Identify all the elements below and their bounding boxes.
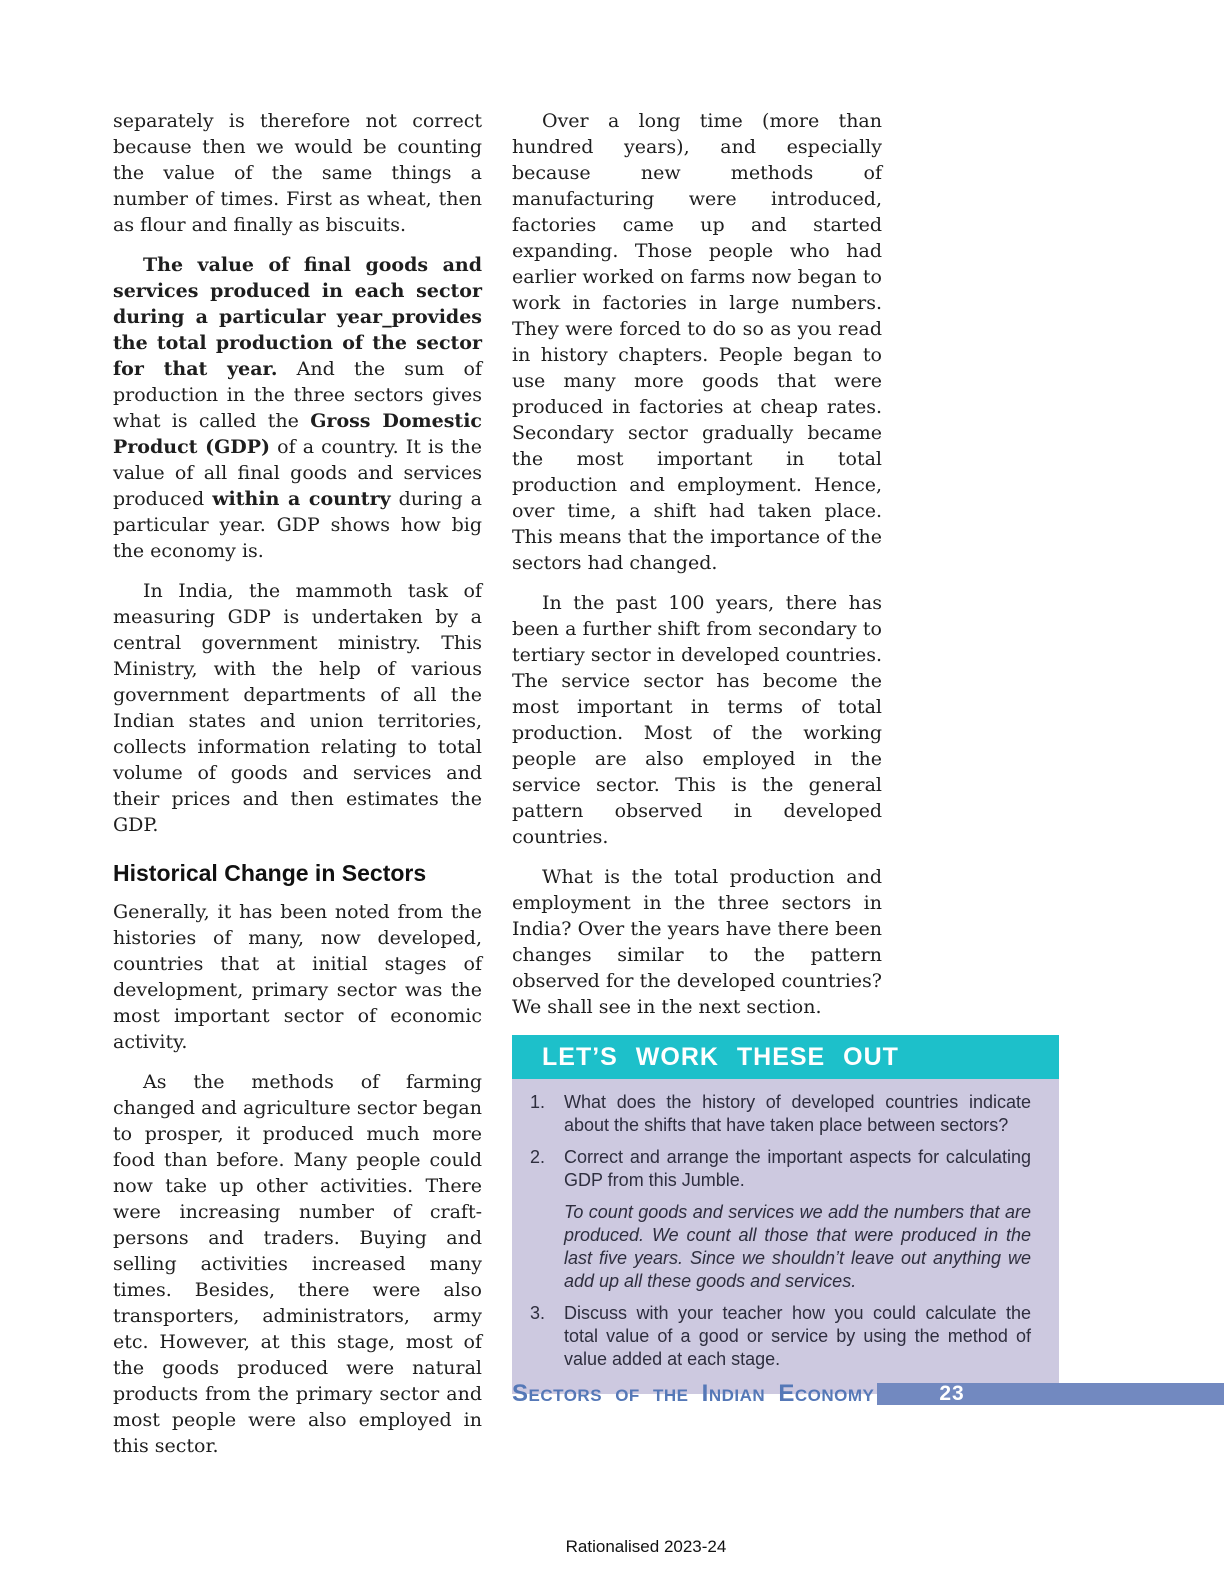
paragraph-gdp-measurement: In India, the mammoth task of measuring GDP is undertaken by a central government ministry. This Ministry, with the help of various government departments of all the Indian states and union territories, collects information relating to total volume of goods and services and their prices and then estimates the GDP. (113, 580, 482, 836)
right-column (512, 108, 882, 1034)
text-run: And the sum of production in the three sectors gives what is called the (113, 358, 482, 432)
page-number-bar (877, 1383, 1224, 1405)
lets-work-these-out-box (512, 1035, 1059, 1394)
item-number: 2. (530, 1147, 546, 1167)
paragraph-tertiary-shift: In the past 100 years, there has been a further shift from secondary to tertiary sector in developed countries. The service sector has become the most important in terms of total production. Most of the working people are also employed in the service sector. This is the general pattern observed in developed countries. (512, 592, 882, 848)
chapter-title: Sectors of the Indian Economy (512, 1380, 875, 1407)
activity-item-1 (530, 1091, 1031, 1137)
bold-run: The value of final goods and services produced in each sector during a particular year_provides the total production of the sector for that year. (113, 254, 482, 380)
section-heading: Historical Change in Sectors (113, 860, 427, 886)
running-footer (512, 1381, 1224, 1407)
bold-run: Gross Domestic Product (GDP) (113, 410, 482, 458)
activity-item-2 (530, 1146, 1031, 1192)
paragraph-gdp-definition (113, 252, 482, 564)
bold-run: within a country (212, 488, 391, 510)
item-text: Correct and arrange the important aspects for calculating GDP from this Jumble. (564, 1147, 1031, 1190)
activity-box-title: LET’S WORK THESE OUT (512, 1035, 1059, 1079)
paragraph-industrialisation: Over a long time (more than hundred years), and especially because new methods of manufacturing were introduced, factories came up and started expanding. Those people who had earlier worked on farms now began to work in factories in large numbers. They were forced to do so as you read in history chapters. People began to use many more goods that were produced in factories at cheap rates. Secondary sector gradually became the most important in total production and employment. Hence, over time, a shift had taken place. This means that the importance of the sectors had changed. (512, 110, 882, 574)
activity-box-body (512, 1079, 1059, 1394)
activity-item-3 (530, 1302, 1031, 1371)
rationalised-note: Rationalised 2023-24 (565, 1537, 727, 1556)
item-number: 3. (530, 1303, 546, 1323)
paragraph-primary-sector: Generally, it has been noted from the histories of many, now developed, countries that at initial stages of development, primary sector was the most important sector of economic activity. (113, 901, 482, 1053)
paragraph-continued: separately is therefore not correct because then we would be counting the value of the same things a number of times. First as wheat, then as flour and finally as biscuits. (113, 110, 482, 236)
text-run: during a particular year. GDP shows how big the economy is. (113, 488, 483, 562)
item-text: Discuss with your teacher how you could calculate the total value of a good or service by using the method of value added at each stage. (564, 1303, 1031, 1369)
item-text: What does the history of developed countries indicate about the shifts that have taken place between sectors? (564, 1092, 1031, 1135)
left-column (113, 108, 482, 1473)
paragraph-india-question: What is the total production and employment in the three sectors in India? Over the years have there been changes similar to the pattern observed for the developed countries? We shall see in the next section. (512, 866, 882, 1018)
page-number: 23 (939, 1382, 965, 1405)
paragraph-farming-methods: As the methods of farming changed and agriculture sector began to prosper, it produced much more food than before. Many people could now take up other activities. There were increasing number of craft-persons and traders. Buying and selling activities increased many times. Besides, there were also transporters, administrators, army etc. However, at this stage, most of the goods produced were natural products from the primary sector and most people were also employed in this sector. (113, 1071, 482, 1457)
text-run: of a country. It is the value of all final goods and services produced (113, 436, 482, 510)
jumble-paragraph: To count goods and services we add the numbers that are produced. We count all those that were produced in the last five years. Since we shouldn’t leave out anything we add up all these goods and services. (564, 1202, 1031, 1291)
item-number: 1. (530, 1092, 546, 1112)
